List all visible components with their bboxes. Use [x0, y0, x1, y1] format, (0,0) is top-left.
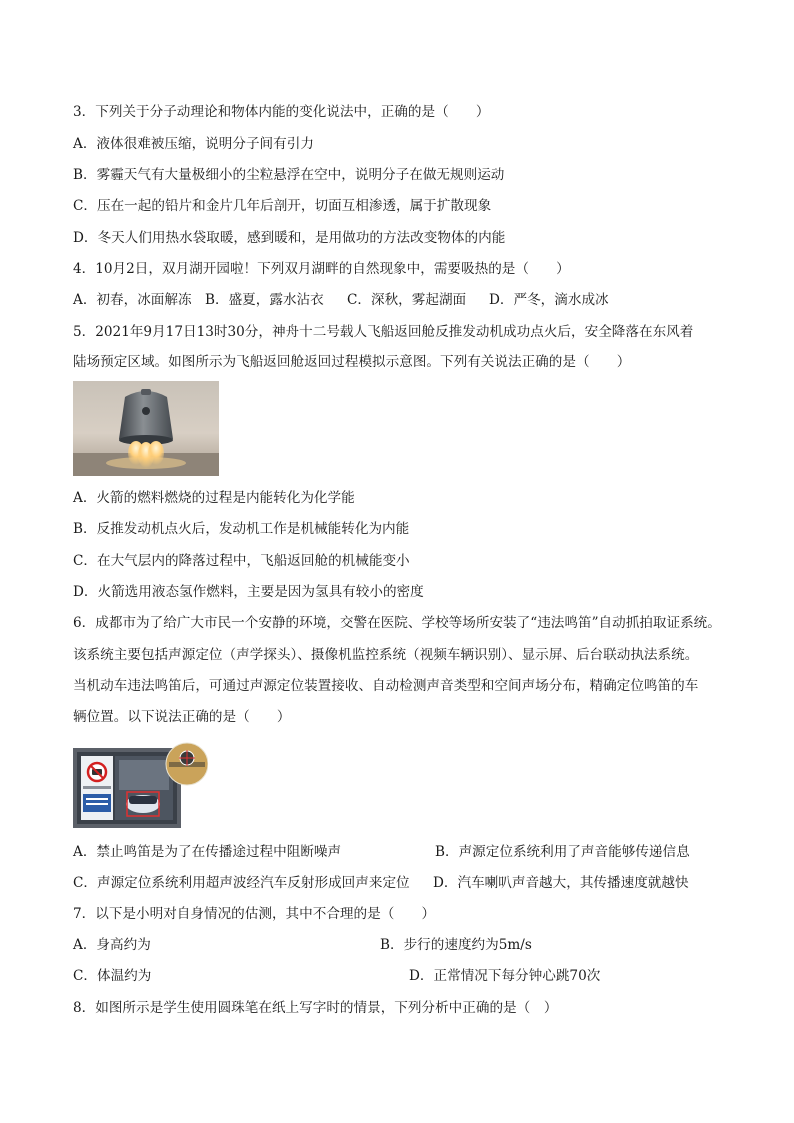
honking-camera-image [73, 736, 208, 828]
q5-stem-line1: 5．2021年9月17日13时30分，神舟十二号载人飞船返回舱反推发动机成功点火后，安全降落在东风着 [73, 324, 694, 340]
q7-option-a: A．身高约为 [73, 937, 151, 953]
q6-stem-line1: 6．成都市为了给广大市民一个安静的环境，交警在医院、学校等场所安装了“违法鸣笛”自动抓拍取证系统。 [73, 615, 721, 631]
q7-stem: 7．以下是小明对自身情况的估测，其中不合理的是（ ） [73, 906, 436, 922]
q5-option-d: D．火箭选用液态氢作燃料，主要是因为氢具有较小的密度 [73, 584, 424, 600]
q6-stem-line2: 该系统主要包括声源定位（声学探头）、摄像机监控系统（视频车辆识别）、显示屏、后台联动执法系统。 [73, 647, 699, 663]
q6-option-c: C．声源定位系统利用超声波经汽车反射形成回声来定位 [73, 875, 410, 891]
q6-stem-line3: 当机动车违法鸣笛后，可通过声源定位装置接收、自动检测声音类型和空间声场分布，精确定位鸣笛的车 [73, 678, 699, 694]
q6-option-d: D．汽车喇叭声音越大，其传播速度就越快 [433, 875, 689, 891]
q8-stem: 8．如图所示是学生使用圆珠笔在纸上写字时的情景，下列分析中正确的是（ ） [73, 1000, 558, 1016]
q3-stem: 3．下列关于分子动理论和物体内能的变化说法中，正确的是（ ） [73, 104, 490, 120]
q4-option-d: D．严冬，滴水成冰 [489, 292, 609, 308]
q5-option-c: C．在大气层内的降落过程中，飞船返回舱的机械能变小 [73, 553, 410, 569]
q4-stem: 4．10月2日，双月湖开园啦！下列双月湖畔的自然现象中，需要吸热的是（ ） [73, 261, 570, 277]
q4-option-c: C．深秋，雾起湖面 [347, 292, 467, 308]
q4-option-b: B．盛夏，露水沾衣 [205, 292, 324, 308]
q6-option-b: B．声源定位系统利用了声音能够传递信息 [435, 844, 690, 860]
q7-option-b: B．步行的速度约为5m/s [380, 937, 532, 953]
q7-option-d: D．正常情况下每分钟心跳70次 [409, 968, 601, 984]
q5-option-b: B．反推发动机点火后，发动机工作是机械能转化为内能 [73, 521, 410, 537]
q3-option-d: D．冬天人们用热水袋取暖，感到暖和，是用做功的方法改变物体的内能 [73, 230, 506, 246]
q4-option-a: A．初春，冰面解冻 [73, 292, 192, 308]
q6-option-a: A．禁止鸣笛是为了在传播途过程中阻断噪声 [73, 844, 342, 860]
q7-option-c: C．体温约为 [73, 968, 152, 984]
q6-stem-line4: 辆位置。以下说法正确的是（ ） [73, 709, 291, 725]
q3-option-a: A．液体很难被压缩，说明分子间有引力 [73, 136, 314, 152]
q5-stem-line2: 陆场预定区域。如图所示为飞船返回舱返回过程模拟示意图。下列有关说法正确的是（ ） [73, 354, 631, 370]
return-capsule-image [73, 381, 219, 476]
q3-option-c: C．压在一起的铅片和金片几年后剖开，切面互相渗透，属于扩散现象 [73, 198, 492, 214]
q3-option-b: B．雾霾天气有大量极细小的尘粒悬浮在空中，说明分子在做无规则运动 [73, 167, 505, 183]
q5-option-a: A．火箭的燃料燃烧的过程是内能转化为化学能 [73, 490, 355, 506]
